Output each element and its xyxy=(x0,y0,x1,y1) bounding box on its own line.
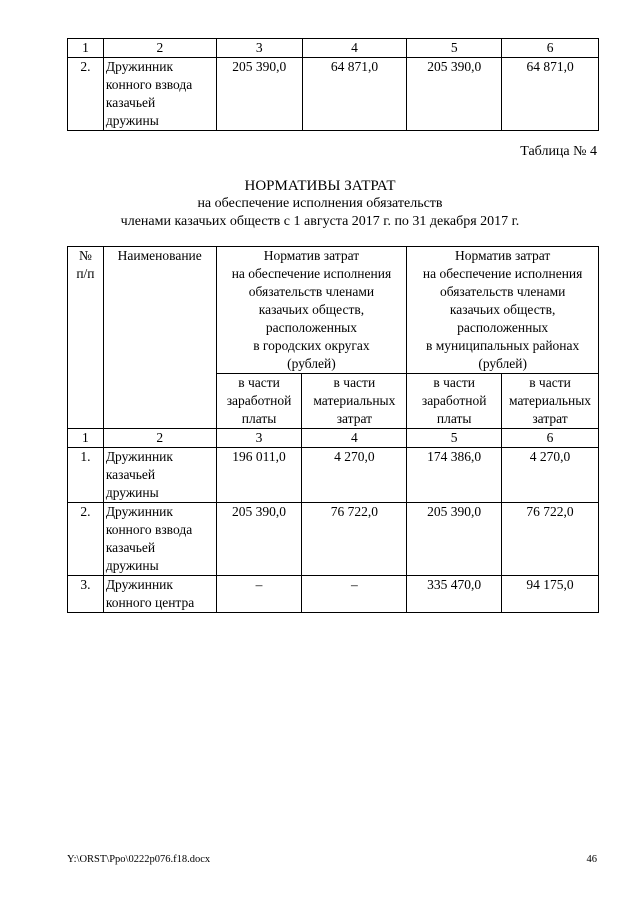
header-group-line: Норматив затрат xyxy=(263,248,360,263)
row-name-line: конного взвода xyxy=(105,522,193,537)
header-group-municipal xyxy=(407,247,599,374)
row-number: 2. xyxy=(68,503,104,576)
row-number: 2. xyxy=(68,58,104,131)
row-name xyxy=(103,503,216,576)
header-group-line: расположенных xyxy=(457,320,549,335)
col-number-5: 5 xyxy=(407,429,502,448)
value-material-urban: – xyxy=(302,576,407,613)
value-material-municipal: 4 270,0 xyxy=(502,448,599,503)
row-name-line: дружины xyxy=(105,485,159,500)
top-col-5: 5 xyxy=(407,39,502,58)
main-table xyxy=(67,246,599,613)
header-group-line: обязательств членами xyxy=(439,284,566,299)
col-number-1: 1 xyxy=(68,429,104,448)
header-salary-municipal xyxy=(407,374,502,429)
header-sub-line: в части xyxy=(238,375,280,390)
header-group-line: в городских округах xyxy=(253,338,370,353)
header-number-line: № xyxy=(78,248,92,263)
title-main: НОРМАТИВЫ ЗАТРАТ xyxy=(244,178,396,194)
row-name-line: Дружинник xyxy=(105,59,174,74)
value-salary-municipal: 205 390,0 xyxy=(407,503,502,576)
row-name xyxy=(103,448,216,503)
value-material-municipal: 76 722,0 xyxy=(502,503,599,576)
header-group-line: (рублей) xyxy=(478,356,527,371)
column-number-row xyxy=(68,429,599,448)
value-salary-municipal: 174 386,0 xyxy=(407,448,502,503)
row-name xyxy=(103,58,216,131)
table-caption: Таблица № 4 xyxy=(520,144,597,159)
row-name xyxy=(103,576,216,613)
row-number: 1. xyxy=(68,448,104,503)
row-name-line: казачьей xyxy=(105,540,156,555)
top-table-column-numbers xyxy=(68,39,599,58)
document-title xyxy=(0,177,640,231)
value-material-urban: 64 871,0 xyxy=(302,58,407,131)
header-group-urban xyxy=(216,247,407,374)
header-material-urban xyxy=(302,374,407,429)
row-name-line: Дружинник xyxy=(105,449,173,464)
header-salary-urban xyxy=(216,374,302,429)
header-group-line: на обеспечение исполнения xyxy=(422,266,583,281)
top-table xyxy=(67,38,599,131)
row-number: 3. xyxy=(68,576,104,613)
row-name-line: конного центра xyxy=(105,595,195,610)
table-row xyxy=(68,58,599,131)
table-row xyxy=(68,576,599,613)
value-material-urban: 76 722,0 xyxy=(302,503,407,576)
page-number: 46 xyxy=(586,854,597,865)
row-name-line: Дружинник xyxy=(105,577,173,592)
header-group-line: расположенных xyxy=(265,320,357,335)
header-sub-line: заработной xyxy=(421,393,487,408)
value-salary-municipal: 335 470,0 xyxy=(407,576,502,613)
top-col-1: 1 xyxy=(68,39,104,58)
table-row xyxy=(68,503,599,576)
top-col-3: 3 xyxy=(216,39,302,58)
header-group-line: (рублей) xyxy=(287,356,336,371)
title-line-1: на обеспечение исполнения обязательств xyxy=(197,196,443,211)
header-number-line: п/п xyxy=(76,266,95,281)
col-number-2: 2 xyxy=(103,429,216,448)
value-salary-urban: 205 390,0 xyxy=(216,58,302,131)
header-group-line: казачьих обществ, xyxy=(258,302,365,317)
top-col-6: 6 xyxy=(502,39,599,58)
header-number xyxy=(68,247,104,429)
top-col-4: 4 xyxy=(302,39,407,58)
table-row xyxy=(68,448,599,503)
header-group-line: обязательств членами xyxy=(248,284,375,299)
header-sub-line: заработной xyxy=(226,393,292,408)
header-group-line: казачьих обществ, xyxy=(449,302,556,317)
header-sub-line: в части xyxy=(529,375,571,390)
header-sub-line: в части xyxy=(433,375,475,390)
value-salary-urban: 196 011,0 xyxy=(216,448,302,503)
value-material-urban: 4 270,0 xyxy=(302,448,407,503)
header-material-municipal xyxy=(502,374,599,429)
value-salary-urban: 205 390,0 xyxy=(216,503,302,576)
header-sub-line: затрат xyxy=(336,411,373,426)
value-material-municipal: 64 871,0 xyxy=(502,58,599,131)
title-line-2: членами казачьих обществ с 1 августа 2017 г. по 31 декабря 2017 г. xyxy=(120,214,520,229)
row-name-line: казачьей xyxy=(105,95,156,110)
row-name-line: Дружинник xyxy=(105,504,173,519)
header-sub-line: платы xyxy=(241,411,277,426)
row-name-line: дружины xyxy=(105,558,159,573)
top-col-2: 2 xyxy=(103,39,216,58)
col-number-6: 6 xyxy=(502,429,599,448)
col-number-4: 4 xyxy=(302,429,407,448)
value-salary-urban: – xyxy=(216,576,302,613)
header-group-line: Норматив затрат xyxy=(454,248,551,263)
header-sub-line: платы xyxy=(436,411,472,426)
header-sub-line: затрат xyxy=(532,411,568,426)
footer-file-path: Y:\ORST\Ppo\0222p076.f18.docx xyxy=(67,854,211,865)
row-name-line: конного взвода xyxy=(105,77,193,92)
value-salary-municipal: 205 390,0 xyxy=(407,58,502,131)
header-sub-line: материальных xyxy=(509,393,592,408)
header-group-line: в муниципальных районах xyxy=(426,338,580,353)
row-name-line: казачьей xyxy=(105,467,156,482)
row-name-line: дружины xyxy=(105,113,159,128)
header-sub-line: в части xyxy=(333,375,376,390)
header-name: Наименование xyxy=(103,247,216,429)
header-sub-line: материальных xyxy=(313,393,396,408)
value-material-municipal: 94 175,0 xyxy=(502,576,599,613)
header-group-line: на обеспечение исполнения xyxy=(231,266,392,281)
header-row-groups xyxy=(68,247,599,374)
col-number-3: 3 xyxy=(216,429,302,448)
